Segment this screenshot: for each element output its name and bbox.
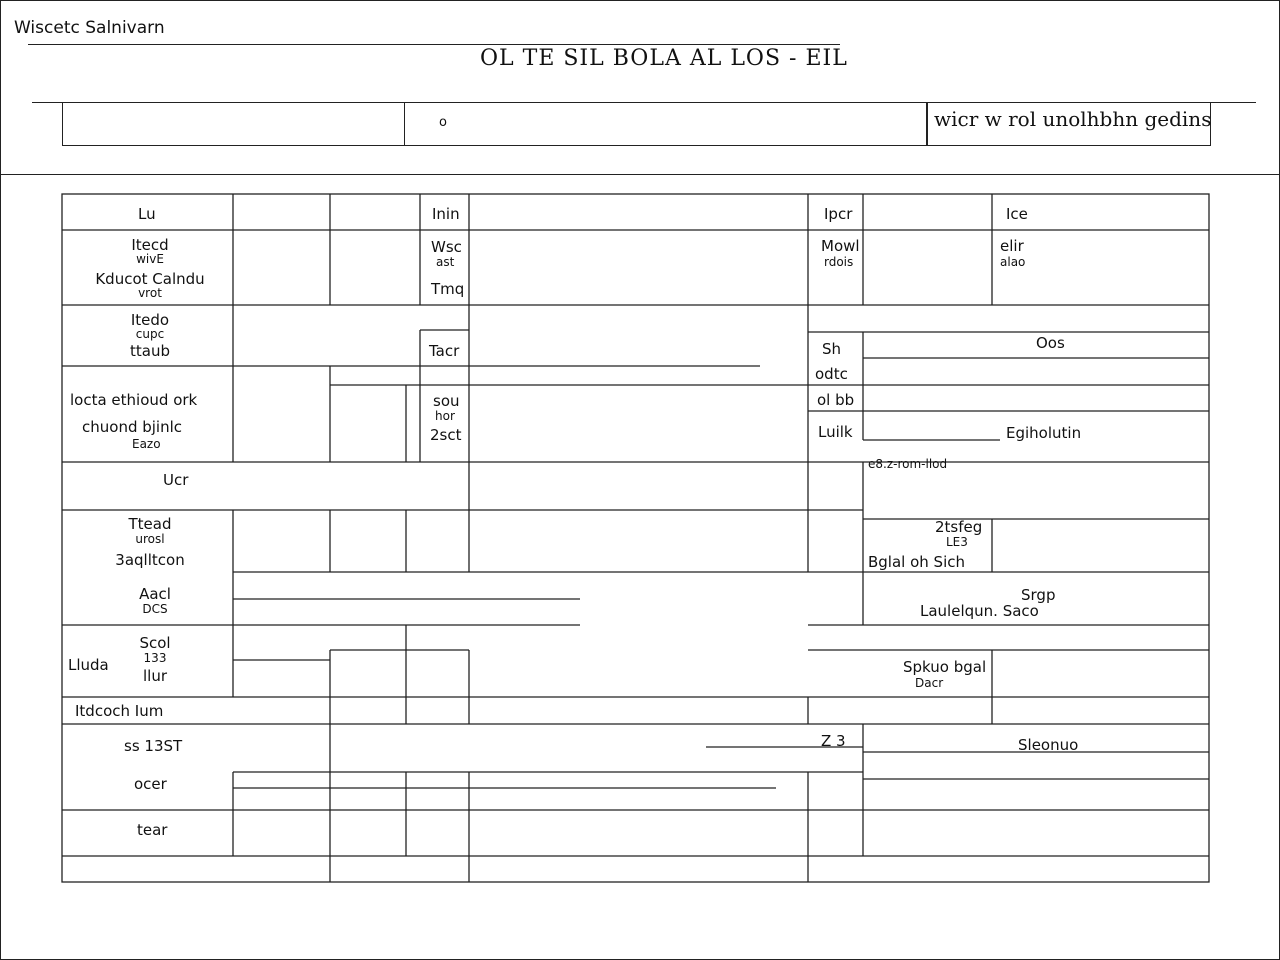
row-label: Itecd bbox=[131, 236, 169, 254]
row-label: 3aqlltcon bbox=[115, 551, 185, 569]
row-c3: ol bb bbox=[817, 391, 855, 409]
row-label: ocer bbox=[134, 775, 167, 793]
row-code: Wsc bbox=[431, 238, 462, 256]
row-label: Ucr bbox=[163, 471, 189, 489]
row-c4: Srgp bbox=[1021, 586, 1056, 604]
row-c4: Sleonuo bbox=[1018, 736, 1079, 754]
row-label: Itedo bbox=[130, 311, 170, 329]
column-header: Ice bbox=[1006, 205, 1028, 223]
row-label: locta ethioud ork bbox=[70, 391, 198, 409]
row-c3: Luilk bbox=[818, 423, 853, 441]
header-field-note: wicr w rol unolhbhn gedins bbox=[934, 107, 1212, 131]
row-label: cupc bbox=[135, 327, 165, 341]
row-c3: odtc bbox=[815, 365, 848, 383]
column-header: Inin bbox=[432, 205, 460, 223]
form-label: Wiscetc Salnivarn bbox=[14, 18, 165, 38]
row-label: tear bbox=[137, 821, 168, 839]
row-label: urosl bbox=[135, 532, 165, 546]
row-c3: rdois bbox=[824, 255, 854, 269]
column-header: Lu bbox=[138, 205, 156, 223]
row-c4: Bglal oh Sich bbox=[868, 553, 966, 571]
row-side-label: Lluda bbox=[68, 656, 109, 674]
row-label: Kducot Calndu bbox=[95, 270, 205, 288]
row-code: ast bbox=[436, 255, 455, 269]
row-label: DCS bbox=[142, 602, 168, 616]
row-c4: Spkuo bgal bbox=[903, 658, 987, 676]
row-label: chuond bjinlc bbox=[82, 418, 183, 436]
row-label: wivE bbox=[136, 252, 164, 266]
header-field-marker[interactable]: o bbox=[439, 115, 447, 130]
row-c4: Laulelqun. Saco bbox=[920, 602, 1039, 620]
row-code: hor bbox=[435, 409, 455, 423]
row-c4: LE3 bbox=[946, 535, 968, 549]
row-c4: alao bbox=[1000, 255, 1026, 269]
row-c4: Egiholutin bbox=[1006, 424, 1082, 442]
row-label: 133 bbox=[143, 651, 167, 665]
row-label: Aacl bbox=[139, 585, 171, 603]
row-label: Eazo bbox=[132, 437, 161, 451]
row-c4: 2tsfeg bbox=[935, 518, 983, 536]
row-c3: Z 3 bbox=[821, 732, 846, 750]
row-c3: Sh bbox=[822, 340, 842, 358]
row-c4: Dacr bbox=[915, 676, 944, 690]
row-c3: Mowl bbox=[821, 237, 860, 255]
row-label: Scol bbox=[139, 634, 171, 652]
row-label: Ttead bbox=[128, 515, 172, 533]
row-label: ttaub bbox=[130, 342, 170, 360]
column-header: Ipcr bbox=[824, 205, 853, 223]
row-code: Tacr bbox=[429, 342, 460, 360]
row-code: 2sct bbox=[430, 426, 462, 444]
row-label: Itdcoch Ium bbox=[75, 702, 164, 720]
page-title: OL TE SIL BOLA AL LOS - EIL bbox=[480, 46, 848, 71]
row-label: ss 13ST bbox=[124, 737, 183, 755]
row-label: llur bbox=[142, 667, 167, 685]
row-c4: elir bbox=[1000, 237, 1024, 255]
row-code: Tmq bbox=[431, 280, 465, 298]
row-code: sou bbox=[433, 392, 460, 410]
row-c4-note: e8.z-rom-llod bbox=[868, 457, 948, 471]
row-label: vrot bbox=[138, 286, 162, 300]
row-c4: Oos bbox=[1036, 334, 1065, 352]
